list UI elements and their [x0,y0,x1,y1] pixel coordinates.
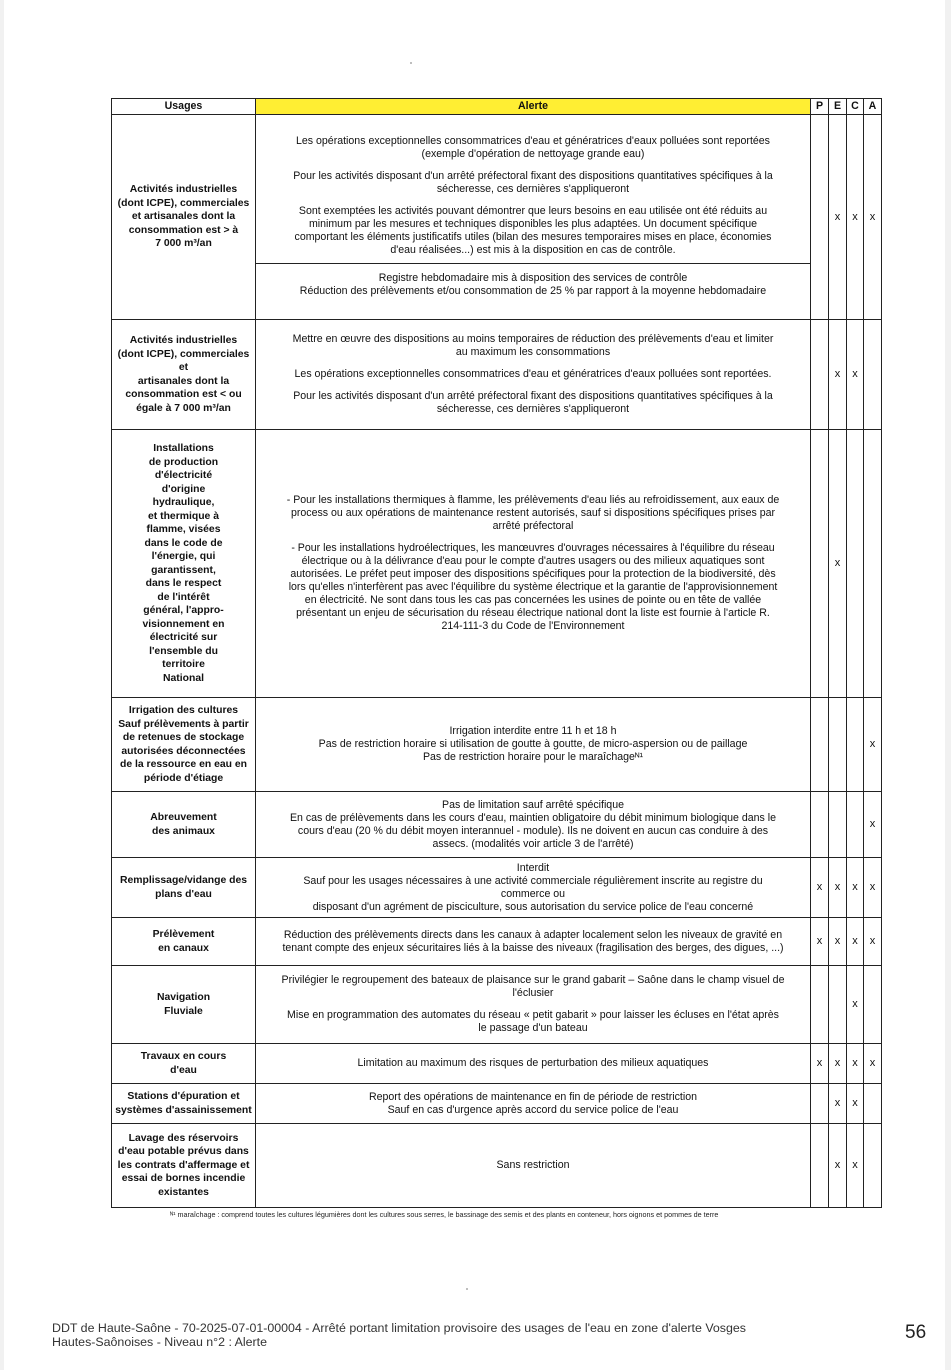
usage-label: Remplissage/vidange des plans d'eau [119,875,248,900]
scan-speck [466,1288,468,1290]
flag-e [829,698,847,792]
flag-a [864,1124,882,1208]
flag-a [864,320,882,430]
usage-cell [112,858,256,918]
usage-label: Irrigation des cultures Sauf prélèvements à partir de retenues de stockage autorisées déconnectées de la ressource en eau en période d'étiage [118,705,249,784]
flag-p [811,320,829,430]
flag-e: x [829,918,847,966]
alerte-paragraph: - Pour les installations thermiques à flamme, les prélèvements d'eau liés au refroidissement, aux eaux de process ou aux opérations de maintenance restent autorisés, sauf si dispositions spécifiques prises par arrêté préfectoral [286,494,780,532]
table-row [112,115,882,320]
alerte-paragraph: Interdit Sauf pour les usages nécessaires à une activité commerciale régulièrement inscrite au registre du commerce ou disposant d'un agrément de pisciculture, sous autorisation du service police de l'eau concerné [303,861,763,913]
page-footer [52,1321,832,1349]
alerte-cell [256,1124,811,1208]
flag-c: x [847,1124,864,1208]
alerte-paragraph: Mettre en œuvre des dispositions au moins temporaires de réduction des prélèvements d'eau et limiter au maximum les consommations [292,333,774,358]
flag-a [864,1084,882,1124]
flag-a: x [864,115,882,320]
header-usages: Usages [112,99,256,115]
header-alerte: Alerte [256,99,811,115]
flag-a [864,430,882,698]
table-row [112,918,882,966]
alerte-cell [256,1084,811,1124]
alerte-paragraph: Pas de limitation sauf arrêté spécifique En cas de prélèvements dans les cours d'eau, maintien obligatoire du débit minimum biologique dans le cours d'eau (20 % du débit moyen interannuel - module). Ils ne doivent en aucun cas conduire à des assecs. (modalités voir article 3 de l'arrêté) [289,798,777,850]
flag-p [811,792,829,858]
usage-label: Travaux en cours d'eau [140,1051,227,1076]
alerte-cell [256,918,811,966]
alerte-paragraph: Les opérations exceptionnelles consommatrices d'eau et génératrices d'eaux polluées sont reportées (exemple d'opération de nettoyage grande eau) [296,134,770,160]
flag-c: x [847,858,864,918]
usage-cell [112,1084,256,1124]
table-header-row [112,99,882,115]
flag-e: x [829,430,847,698]
flag-c: x [847,918,864,966]
flag-a: x [864,1044,882,1084]
alerte-cell [256,792,811,858]
table-row [112,320,882,430]
usage-label: Activités industrielles (dont ICPE), commerciales et artisanales dont la consommation est < ou égale à 7 000 m³/an [117,335,250,414]
flag-p: x [811,1044,829,1084]
page-number: 56 [905,1322,927,1343]
usage-cell [112,1044,256,1084]
table-row [112,1124,882,1208]
alerte-paragraph: Mise en programmation des automates du réseau « petit gabarit » pour laisser les écluses en l'état après le passage d'un bateau [287,1009,779,1034]
scan-speck [410,62,412,64]
alerte-cell [256,966,811,1044]
usage-label: Stations d'épuration et systèmes d'assainissement [115,1091,252,1116]
alerte-cell [256,858,811,918]
flag-c [847,698,864,792]
flag-p: x [811,858,829,918]
flag-p [811,115,829,320]
alerte-paragraph: Report des opérations de maintenance en fin de période de restriction Sauf en cas d'urgence après accord du service police de l'eau [368,1090,698,1116]
flag-p [811,430,829,698]
footnote: ᴺ¹ maraîchage : comprend toutes les cultures légumières dont les cultures sous serres, le bassinage des semis et des plants en conteneur, hors oignons et pommes de terre [170,1210,719,1219]
table-row [112,792,882,858]
usage-label: Prélèvement en canaux [152,929,215,954]
usage-cell [112,320,256,430]
alerte-cell [256,320,811,430]
alerte-paragraph: Irrigation interdite entre 11 h et 18 h Pas de restriction horaire si utilisation de goutte à goutte, de micro-aspersion ou de paillage Pas de restriction horaire pour le maraîchageᴺ¹ [318,725,748,763]
usage-cell [112,115,256,320]
flag-p [811,966,829,1044]
alerte-cell [256,430,811,698]
flag-c: x [847,320,864,430]
alerte-cell [256,698,811,792]
flag-p: x [811,918,829,966]
alerte-paragraph: Sont exemptées les activités pouvant démontrer que leurs besoins en eau utilisée ont été réduits au minimum par les mesures et techniques disponibles les plus adaptées. Un document spécifique comportant les éléments justificatifs utiles (bilan des mesures temporaires mises en place, économies d'eau réalisées...) est mis à la disposition en cas de contrôle. [294,204,772,256]
alerte-paragraph: Limitation au maximum des risques de perturbation des milieux aquatiques [357,1057,709,1069]
flag-p [811,1124,829,1208]
alerte-paragraph: Réduction des prélèvements directs dans les canaux à adapter localement selon les niveaux de gravité en tenant compte des enjeux sécuritaires liés à la baisse des niveaux (fragilisation des berges, des digues, ...) [282,928,784,954]
flag-a: x [864,918,882,966]
table-row [112,698,882,792]
flag-c: x [847,115,864,320]
header-c: C [847,99,864,115]
flag-a: x [864,792,882,858]
table-row [112,858,882,918]
alerte-paragraph: Sans restriction [496,1159,570,1171]
flag-a: x [864,858,882,918]
alerte-paragraph: Privilégier le regroupement des bateaux de plaisance sur le grand gabarit – Saône dans le champ visuel de l'éclusier [281,974,785,999]
restrictions-table [111,98,882,1208]
alerte-cell [256,1044,811,1084]
flag-e: x [829,1044,847,1084]
usage-cell [112,966,256,1044]
usage-cell [112,698,256,792]
flag-c [847,430,864,698]
table-row [112,1044,882,1084]
alerte-paragraph: Pour les activités disposant d'un arrêté préfectoral fixant des dispositions quantitatives spécifiques à la sécheresse, ces dernières s'appliqueront [293,169,773,195]
flag-e: x [829,1084,847,1124]
usage-cell [112,918,256,966]
usage-label: Navigation Fluviale [156,992,211,1017]
alerte-paragraph: - Pour les installations hydroélectriques, les manœuvres d'ouvrages nécessaires à l'équilibre du réseau électrique ou à la délivrance d'eau pour le compte d'autres usagers ou des milieux aquatiques sont autorisées. Le préfet peut imposer des dispositions spécifiques pour la protection de la biodiversité, dès lors qu'elles n'interfèrent pas avec l'équilibre du système électrique et la garantie de l'approvisionnement en électricité. Ne sont dans tous les cas pas concernées les usines de pointe ou en tête de vallée présentant un enjeu de sécurisation du réseau électrique national dont la liste est fournie à l'article R. 214-111-3 du Code de l'Environnement [288,542,778,632]
table-row [112,430,882,698]
table-row [112,1084,882,1124]
table-row [112,966,882,1044]
alerte-cell [256,115,811,320]
flag-e: x [829,1124,847,1208]
flag-c: x [847,1084,864,1124]
flag-a [864,966,882,1044]
flag-a: x [864,698,882,792]
footer-text: DDT de Haute-Saône - 70-2025-07-01-00004 - Arrêté portant limitation provisoire des usages de l'eau en zone d'alerte Vosges Hautes-Saônoises - Niveau n°2 : Alerte [52,1321,746,1349]
flag-c: x [847,1044,864,1084]
flag-p [811,698,829,792]
usage-label: Activités industrielles (dont ICPE), commerciales et artisanales dont la consommation est > à 7 000 m³/an [117,184,250,250]
alerte-subcell: Registre hebdomadaire mis à disposition des services de contrôle Réduction des prélèvements et/ou consommation de 25 % par rapport à la moyenne hebdomadaire [256,263,810,302]
alerte-paragraph: Les opérations exceptionnelles consommatrices d'eau et génératrices d'eaux polluées sont reportées. [294,368,772,380]
usage-label: Installations de production d'électricité d'origine hydraulique, et thermique à flamme, visées dans le code de l'énergie, qui garantissent, dans le respect de l'intérêt général, l'appro- visionnement en électricité sur l'ensemble du territoire National [142,443,225,684]
usage-label: Abreuvement des animaux [150,812,217,837]
flag-p [811,1084,829,1124]
flag-e: x [829,320,847,430]
usage-cell [112,792,256,858]
usage-cell [112,1124,256,1208]
flag-c: x [847,966,864,1044]
alerte-paragraph: Pour les activités disposant d'un arrêté préfectoral fixant des dispositions quantitatives spécifiques à la sécheresse, ces dernières s'appliqueront [293,390,773,415]
flag-e [829,966,847,1044]
usage-label: Lavage des réservoirs d'eau potable prévus dans les contrats d'affermage et essai de bornes incendie existantes [117,1132,250,1198]
usage-cell [112,430,256,698]
header-p: P [811,99,829,115]
header-e: E [829,99,847,115]
flag-e: x [829,115,847,320]
flag-e: x [829,858,847,918]
flag-c [847,792,864,858]
flag-e [829,792,847,858]
header-a: A [864,99,882,115]
